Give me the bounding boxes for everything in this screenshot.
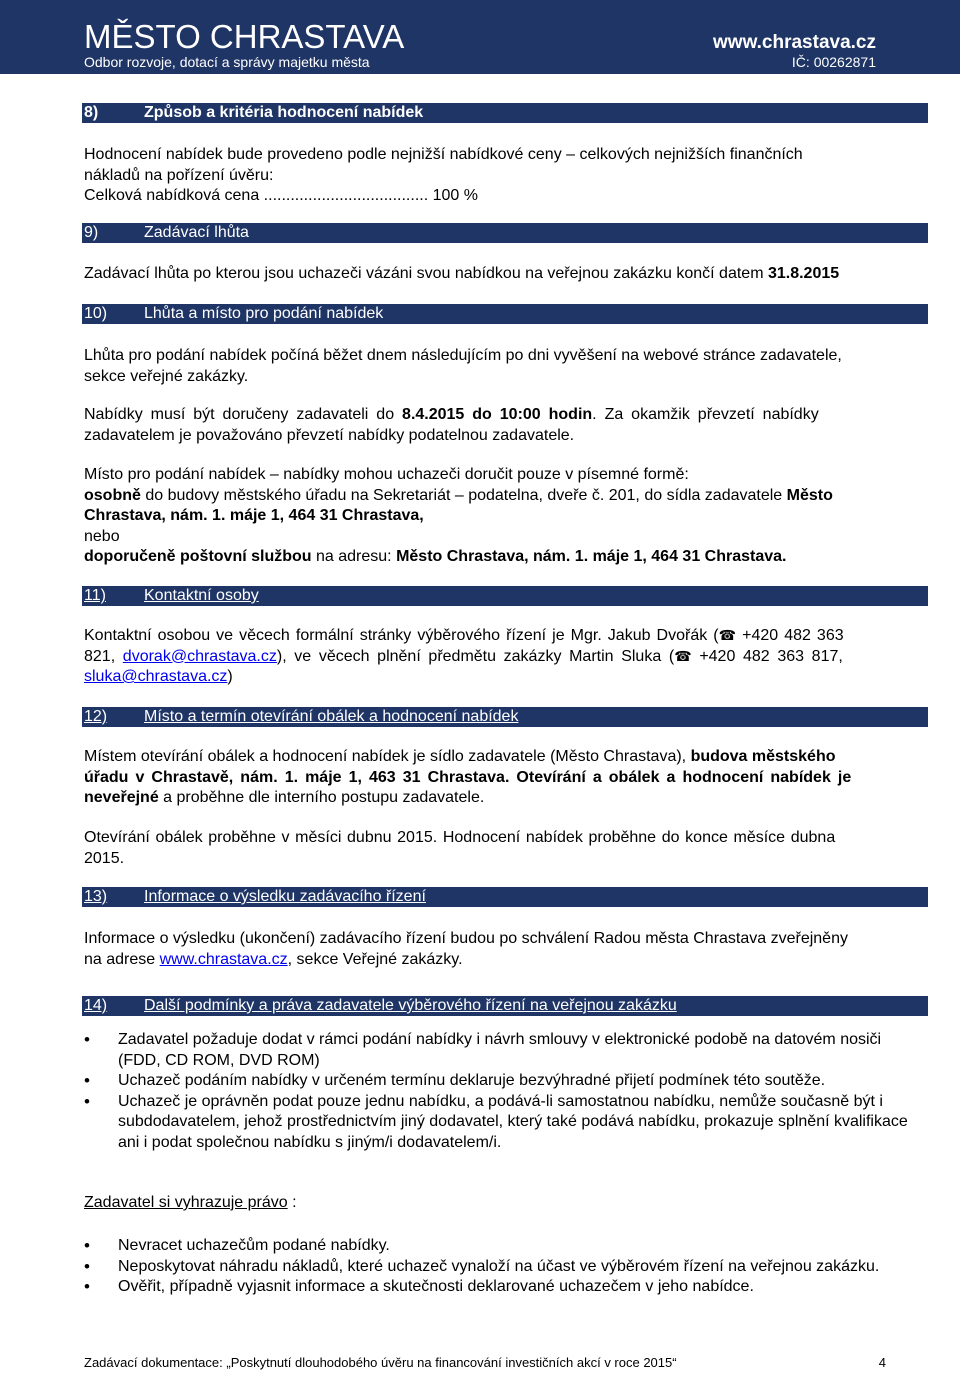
section-title: Informace o výsledku zadávacího řízení (144, 888, 426, 905)
ic-number: IČ: 00262871 (791, 54, 876, 70)
section-11-heading (82, 586, 928, 606)
email-link-dvorak[interactable]: dvorak@chrastava.cz (122, 647, 277, 665)
section-number: 10) (84, 305, 108, 322)
conditions-list (84, 1030, 928, 1153)
list-item: • Neposkytovat náhradu nákladů, které uchazeč vynaloží na účast ve výběrovém řízení na veřejnou zakázku. (84, 1257, 928, 1278)
section-title: Způsob a kritéria hodnocení nabídek (144, 104, 424, 121)
list-item: • Nevracet uchazečům podané nabídky. (84, 1236, 928, 1257)
section-10-paragraph-1 (84, 346, 928, 387)
section-13-text: Informace o výsledku (ukončení) zadávacího řízení budou po schválení Radou města Chrastava zveřejněny na adrese www.chrastava.cz, sekce Veřejné zakázky. (84, 929, 928, 970)
rights-heading: Zadavatel si vyhrazuje právo : (84, 1194, 297, 1211)
deadline-date: 31.8.2015 (767, 265, 840, 282)
section-14-heading (82, 996, 928, 1016)
section-8-text (84, 145, 928, 207)
section-10-heading (82, 304, 928, 324)
section-13-heading (82, 887, 928, 907)
list-item: • Uchazeč je oprávněn podat pouze jednu nabídku, a podává-li samostatnou nabídku, nemůže současně být i subdodavatelem, jehož prostřednictvím jiný dodavatel, který také podává nabídku, prokazuje splnění kvalifikace ani i podat společnou nabídku s jiným/i dodavatelem/i. (84, 1092, 928, 1154)
section-12-paragraph-2 (84, 828, 928, 869)
paragraph-line: Celková nabídková cena ..................................... 100 % (84, 187, 478, 204)
submission-deadline: 8.4.2015 do 10:00 hodin (402, 406, 593, 423)
rights-list (84, 1236, 928, 1298)
section-title: Další podmínky a práva zadavatele výběrového řízení na veřejnou zakázku (144, 997, 677, 1014)
section-11-text: Kontaktní osobou ve věcech formální stránky výběrového řízení je Mgr. Jakub Dvořák (☎ +420 482 363 821, dvorak@chrastava.cz), ve věcech plnění předmětu zakázky Martin Sluka (☎ +420 482 363 817, sluka@chrastava.cz) (84, 627, 844, 685)
section-10-paragraph-2: Nabídky musí být doručeny zadavateli do 8.4.2015 do 10:00 hodin. Za okamžik převzetí nabídky zadavatelem je považováno převzetí nabídky podatelnou zadavatele. (84, 405, 928, 446)
telephone-icon: ☎ (674, 648, 692, 665)
list-item: • Zadavatel požaduje dodat v rámci podání nabídky i návrh smlouvy v elektronické podobě na datovém nosiči (FDD, CD ROM, DVD ROM) (84, 1030, 928, 1071)
section-title: Lhůta a místo pro podání nabídek (144, 305, 384, 322)
section-12-paragraph-1: Místem otevírání obálek a hodnocení nabídek je sídlo zadavatele (Město Chrastava), budova městského úřadu v Chrastavě, nám. 1. máje 1, 463 31 Chrastava. Otevírání a obálek a hodnocení nabídek je neveřejné a proběhne dle interního postupu zadavatele. (84, 748, 852, 806)
paragraph-text: Zadávací lhůta po kterou jsou uchazeči vázáni svou nabídkou na veřejnou zakázku končí datem (84, 265, 768, 282)
paragraph-line: zadavatelem je považováno převzetí nabídky podatelnou zadavatele. (84, 426, 575, 444)
section-9-heading (82, 223, 928, 243)
list-item: • Uchazeč podáním nabídky v určeném termínu deklaruje bezvýhradné přijetí podmínek této soutěže. (84, 1071, 928, 1092)
page-number: 4 (878, 1355, 886, 1370)
footer-text: Zadávací dokumentace: „Poskytnutí dlouhodobého úvěru na financování investičních akcí v roce 2015“ (84, 1355, 677, 1370)
website-label: www.chrastava.cz (713, 32, 876, 53)
paragraph-line: nebo (84, 527, 120, 545)
city-title: MĚSTO CHRASTAVA (84, 18, 405, 55)
document-header (0, 0, 960, 74)
paragraph-line: Lhůta pro podání nabídek počíná běžet dnem následujícím po dni vyvěšení na webové stránce zadavatele, (84, 347, 842, 364)
paragraph-line: Místo pro podání nabídek – nabídky mohou uchazeči doručit pouze v písemné formě: (84, 466, 689, 483)
section-title: Kontaktní osoby (144, 587, 259, 604)
section-title: Zadávací lhůta (144, 224, 249, 241)
section-9-text (84, 264, 928, 285)
paragraph-line: sekce veřejné zakázky. (84, 367, 249, 385)
section-number: 12) (84, 708, 108, 725)
section-10-paragraph-3: Místo pro podání nabídek – nabídky mohou uchazeči doručit pouze v písemné formě: osobně do budovy městského úřadu na Sekretariát – podatelna, dveře č. 201, do sídla zadavatele Město Chrastava, nám. 1. máje 1, 464 31 Chrastava, nebo doporučeně poštovní službou na adresu: Město Chrastava, nám. 1. máje 1, 464 31 Chrastava. (84, 465, 928, 568)
section-number: 14) (84, 997, 108, 1014)
website-link[interactable]: www.chrastava.cz (159, 950, 288, 968)
section-12-heading (82, 707, 928, 727)
paragraph-line: 2015. (84, 849, 125, 867)
section-number: 13) (84, 888, 108, 905)
section-number: 11) (84, 587, 106, 604)
list-item: • Ověřit, případně vyjasnit informace a skutečnosti deklarované uchazečem v jeho nabídce. (84, 1277, 928, 1298)
paragraph-line: Otevírání obálek proběhne v měsíci dubnu 2015. Hodnocení nabídek proběhne do konce měsíce dubna (84, 829, 836, 846)
telephone-icon: ☎ (718, 628, 737, 644)
section-number: 8) (84, 104, 99, 121)
email-link-sluka[interactable]: sluka@chrastava.cz (84, 668, 228, 685)
department-name: Odbor rozvoje, dotací a správy majetku města (84, 54, 370, 70)
section-number: 9) (84, 224, 99, 241)
section-8-heading (82, 103, 928, 123)
paragraph-line: Hodnocení nabídek bude provedeno podle nejnižší nabídkové ceny – celkových nejnižších finančních (84, 146, 803, 163)
page-footer (84, 1355, 886, 1370)
section-title: Místo a termín otevírání obálek a hodnocení nabídek (144, 708, 519, 725)
paragraph-line: Informace o výsledku (ukončení) zadávacího řízení budou po schválení Radou města Chrastava zveřejněny (84, 930, 848, 947)
paragraph-line: nákladů na pořízení úvěru: (84, 166, 274, 184)
